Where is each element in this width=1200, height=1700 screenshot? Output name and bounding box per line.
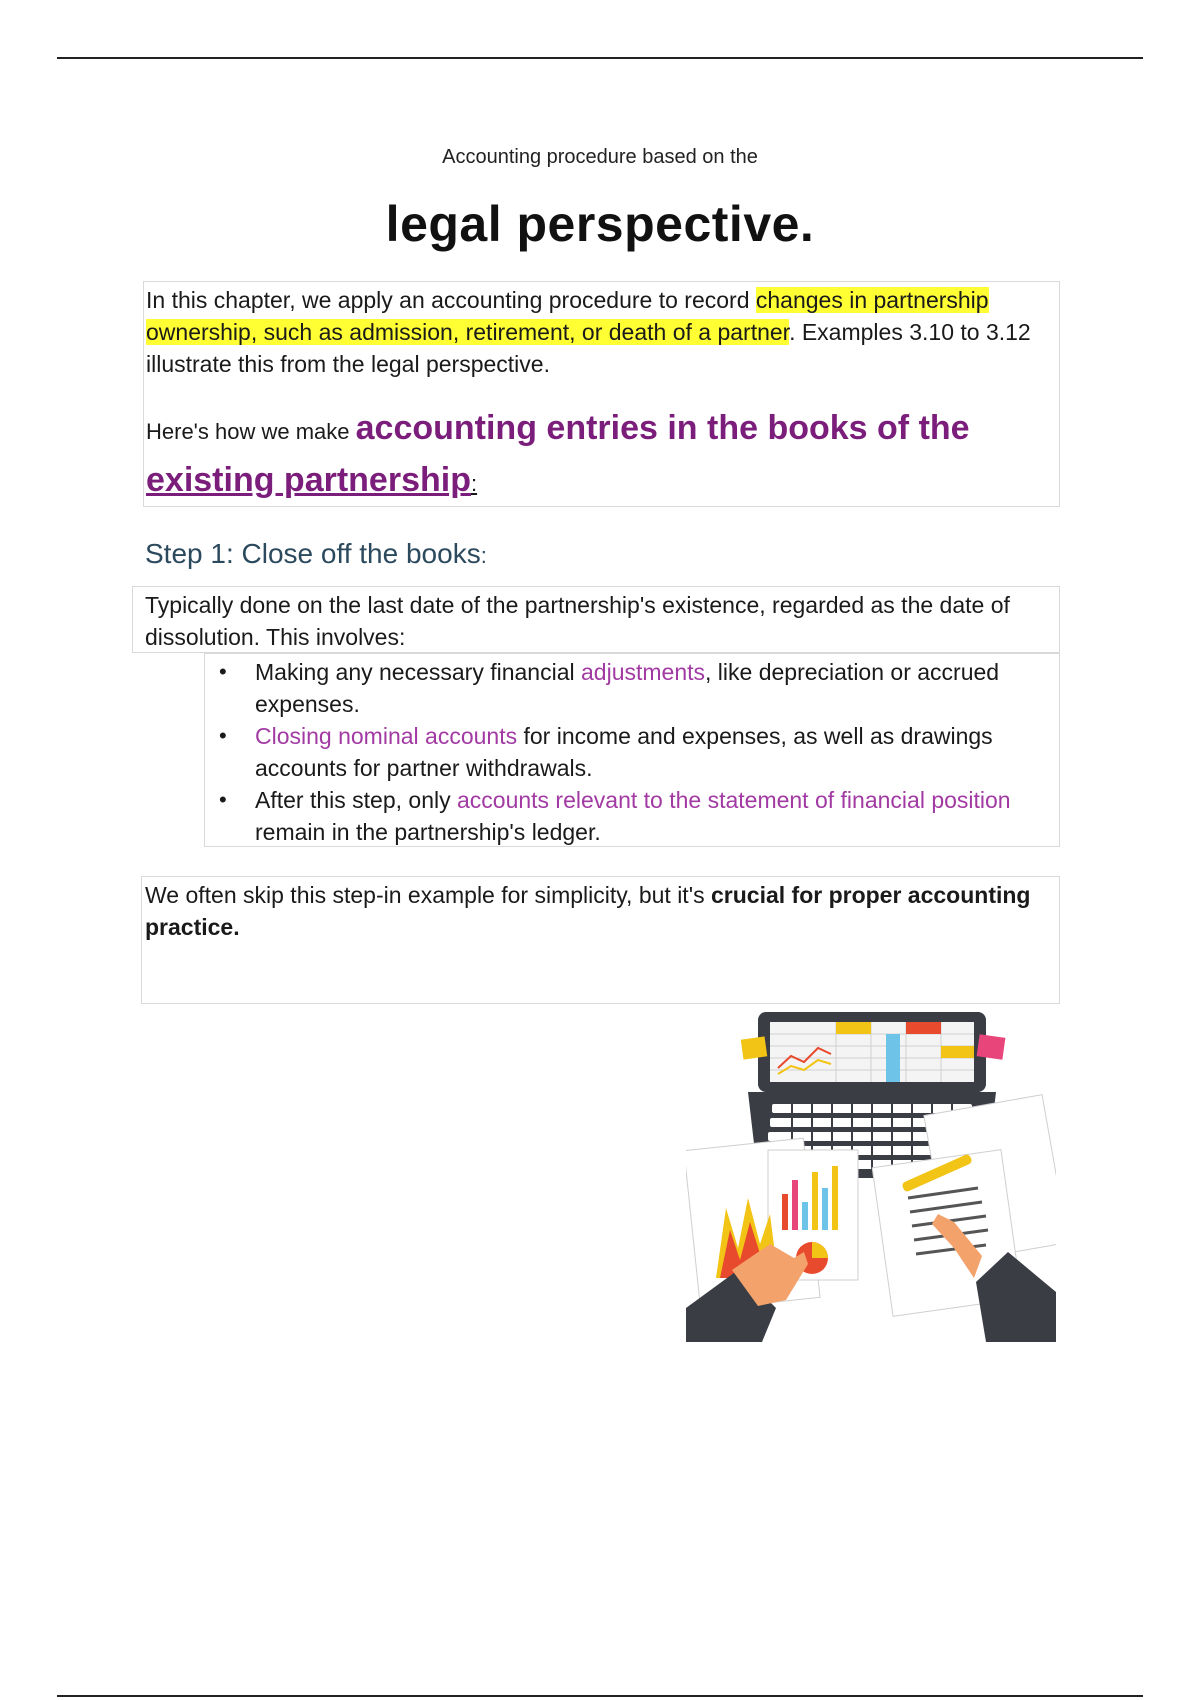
- note-paragraph: [145, 879, 1059, 943]
- step1-heading-suffix: :: [480, 543, 487, 568]
- intro-text-after: . Examples 3.10 to 3.12 illustrate this from the legal perspective.: [146, 319, 1031, 377]
- bullet-highlight: accounts relevant to the statement of financial position: [456, 787, 1011, 813]
- step1-bullet-list: [205, 656, 1059, 848]
- bullet-icon: •: [219, 787, 227, 812]
- bullet-highlight: adjustments: [581, 659, 706, 685]
- bullet-text-after: , like depreciation or accrued expenses.: [255, 659, 1000, 717]
- page-title: legal perspective.: [385, 196, 815, 252]
- step1-heading-text: Step 1: Close off the books: [145, 538, 481, 569]
- top-rule: [57, 57, 1143, 59]
- list-item: [205, 656, 1059, 720]
- bullet-text-after: for income and expenses, as well as drawings accounts for partner withdrawals.: [255, 723, 993, 781]
- note-box: [141, 876, 1060, 1004]
- bottom-rule: [57, 1695, 1143, 1697]
- note-text: We often skip this step-in example for simplicity, but it's: [145, 882, 711, 908]
- step1-bullets-box: [204, 653, 1060, 847]
- lead-prefix: Here's how we make: [146, 419, 356, 444]
- list-item: [205, 784, 1059, 848]
- bullet-icon: •: [219, 723, 227, 748]
- lead-suffix: :: [470, 471, 478, 496]
- lead-paragraph: [146, 404, 1057, 508]
- step1-description-box: [132, 586, 1060, 653]
- intro-highlight: changes in partnership ownership, such as admission, retirement, or death of a partner: [146, 287, 989, 345]
- bullet-text-before: Making any necessary financial: [255, 659, 581, 685]
- bullet-icon: •: [219, 659, 227, 684]
- page-subtitle: Accounting procedure based on the: [442, 146, 758, 168]
- intro-text-before: In this chapter, we apply an accounting procedure to record: [146, 287, 756, 313]
- note-bold: crucial for proper accounting practice.: [145, 882, 1031, 940]
- bullet-text-before: After this step, only: [255, 787, 457, 813]
- step1-description: Typically done on the last date of the partnership's existence, regarded as the date of dissolution. This involves:: [145, 592, 1010, 650]
- intro-paragraph: [146, 284, 1057, 380]
- list-item: [205, 720, 1059, 784]
- lead-emphasis: accounting entries in the books of the: [355, 409, 970, 447]
- step1-heading: [145, 538, 487, 570]
- accounting-laptop-illustration-icon: [686, 1008, 1056, 1342]
- bullet-highlight: Closing nominal accounts: [255, 723, 518, 749]
- bullet-text-after: remain in the partnership's ledger.: [255, 819, 601, 845]
- intro-box: [143, 281, 1060, 507]
- lead-link: existing partnership: [146, 461, 471, 499]
